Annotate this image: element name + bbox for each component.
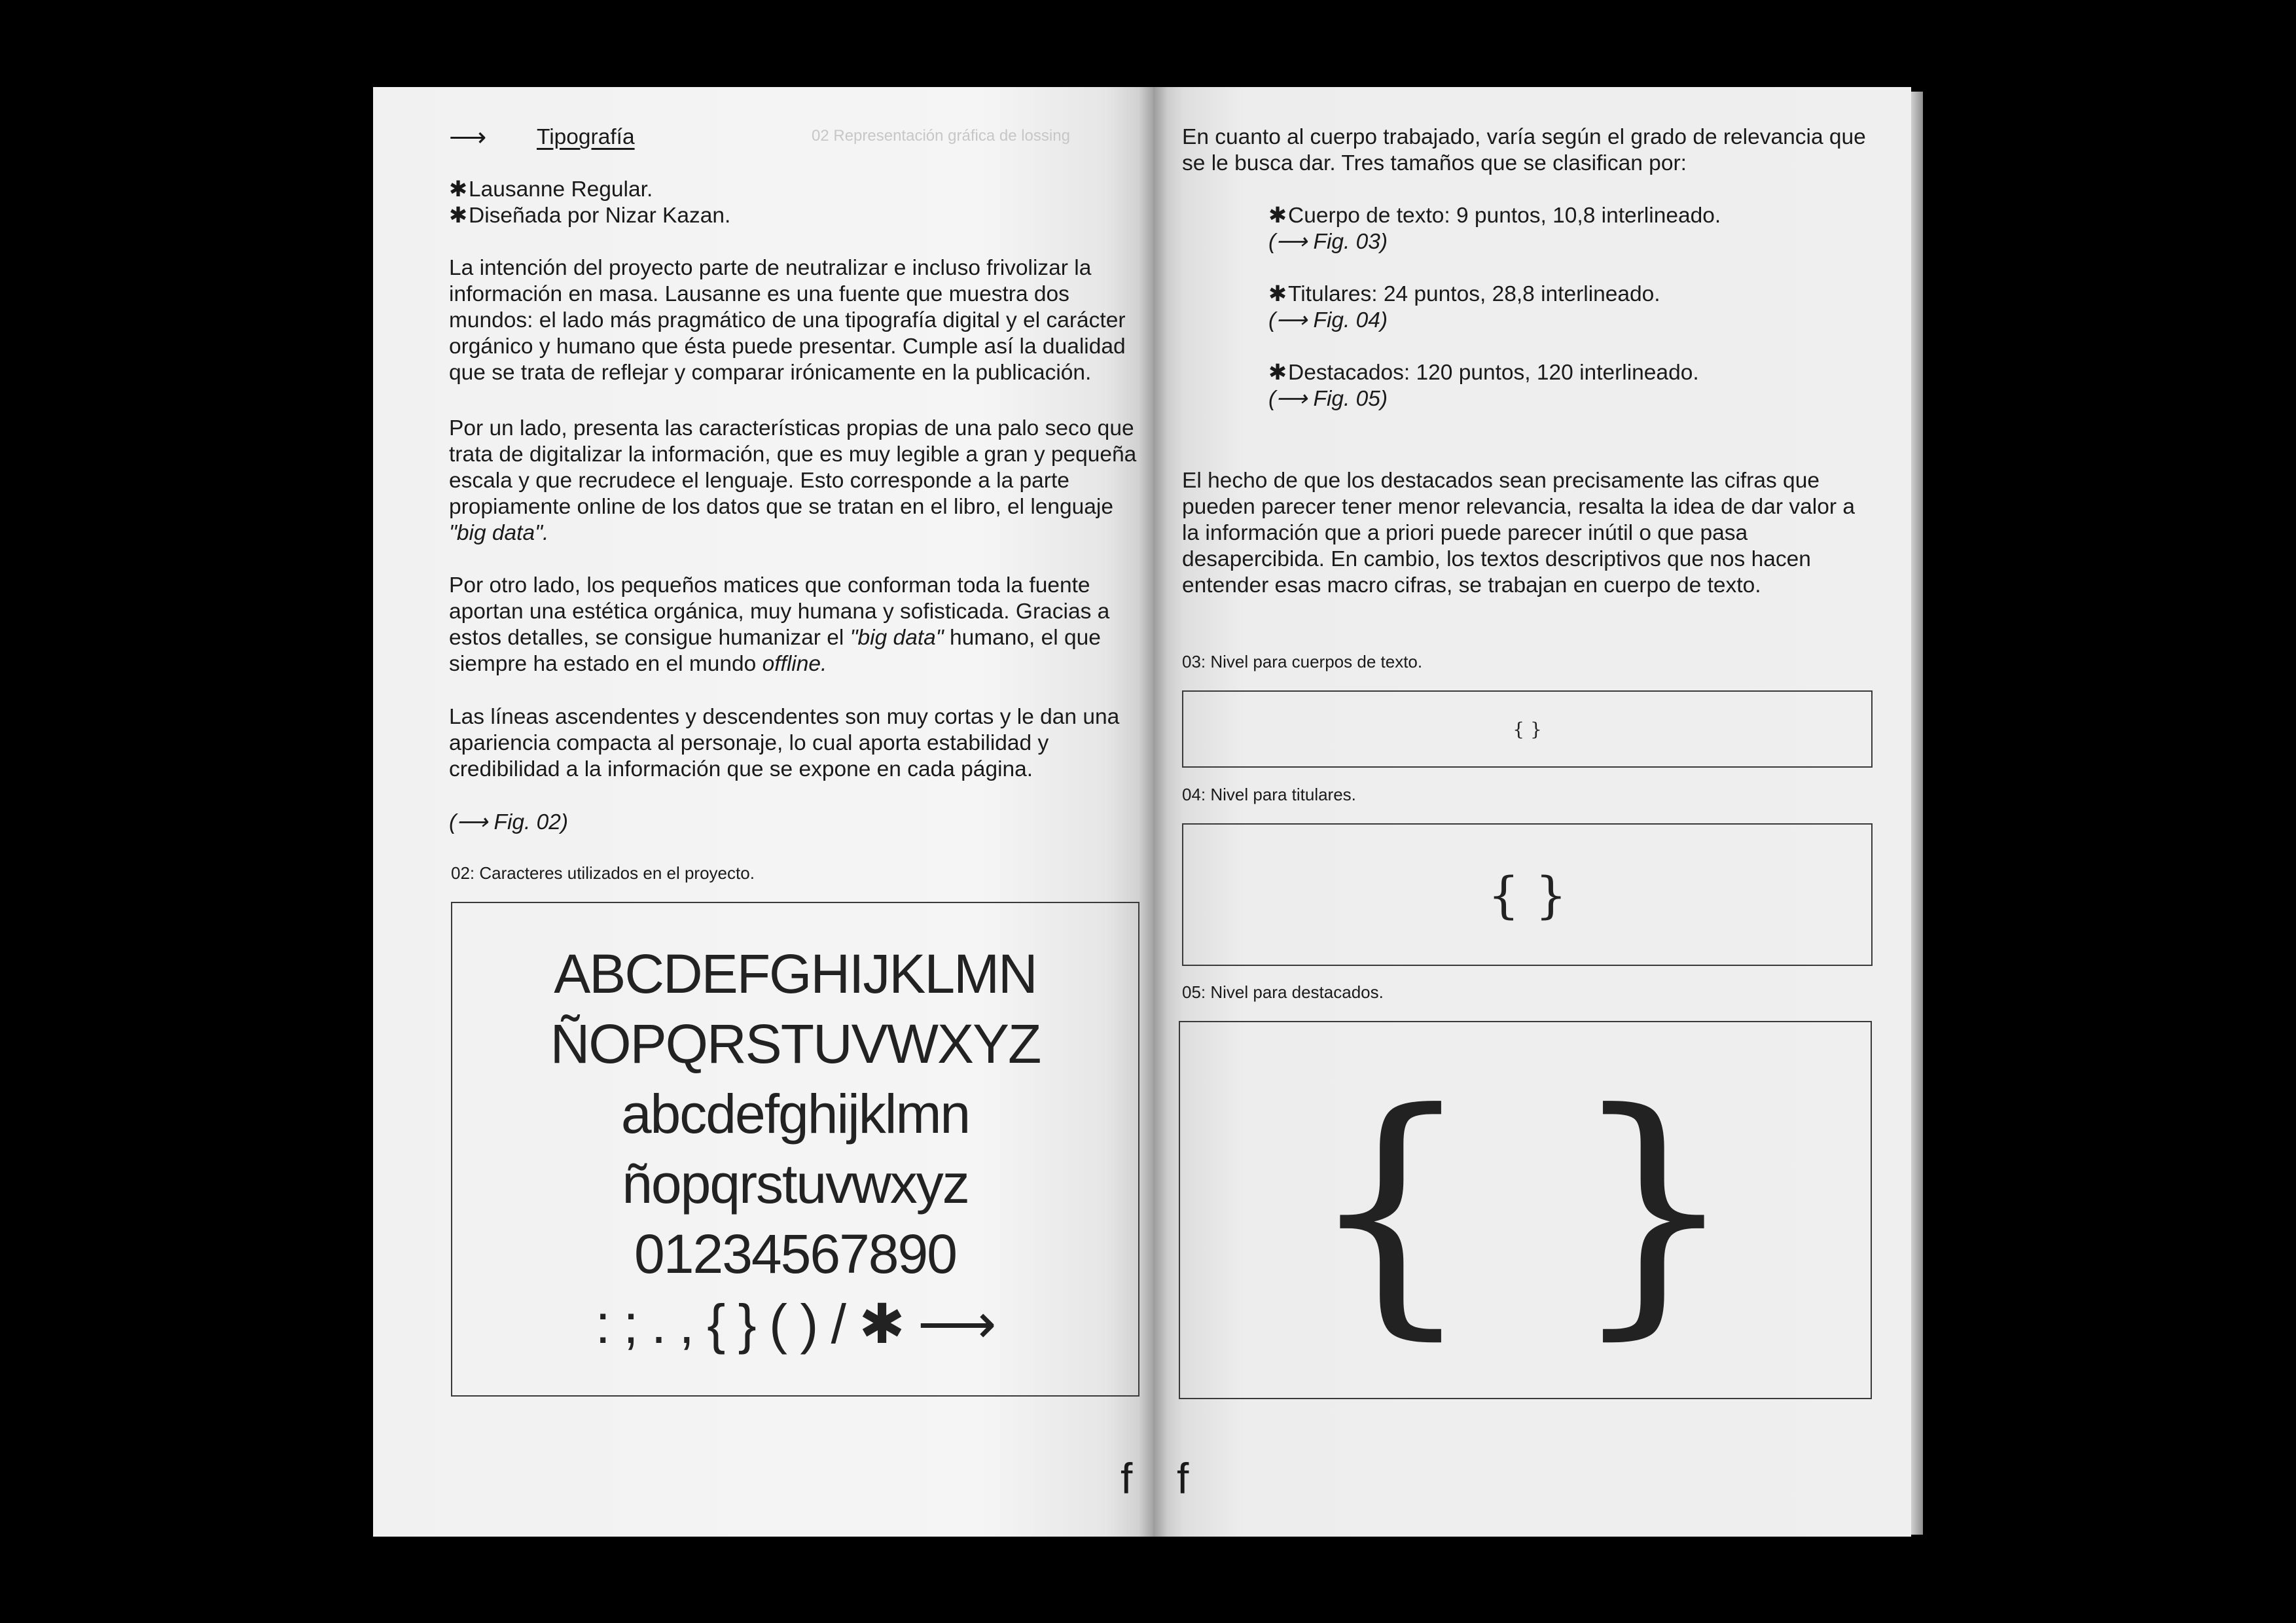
arrow-icon: ⟶ (449, 123, 487, 152)
figure-reference: (⟶ Fig. 02) (449, 810, 569, 834)
glyph-line-punctuation: : ; . , { } ( ) / ✱ ⟶ (595, 1293, 996, 1355)
figure-caption: 05: Nivel para destacados. (1182, 982, 1384, 1002)
glyph-line-numerals: 01234567890 (634, 1223, 956, 1285)
figure-caption: 02: Caracteres utilizados en el proyecto. (451, 863, 755, 883)
closing-paragraph: El hecho de que los destacados sean precisamente las cifras que pueden parecer tener menor relevancia, resalta la idea de dar valor a la información que a priori puede parecer inútil o que pasa desapercibida. En cambio, los textos descriptivos que nos hacen entender esas macro cifras, se trabajan en cuerpo de texto. (1182, 469, 1855, 597)
paragraph: Las líneas ascendentes y descendentes son muy cortas y le dan una apariencia compacta al personaje, lo cual aporta estabilidad y credibilidad a la información que se expone en cada página. (449, 705, 1120, 781)
braces-sample-small: { } (1513, 718, 1542, 740)
paragraph: Por otro lado, los pequeños matices que conforman toda la fuente aportan una estética orgánica, muy humana y sofisticada. Gracias a estos detalles, se consigue humanizar el "big data" humano, el que siempre ha estado en el mundo offline. (449, 573, 1110, 676)
asterisk-icon: ✱ (1268, 282, 1287, 306)
page-edge-stack (1911, 92, 1923, 1535)
braces-sample-large: { } (1307, 1058, 1744, 1362)
size-item: ✱Destacados: 120 puntos, 120 interlineado. (⟶ Fig. 05) (1268, 361, 1699, 411)
right-folio: f (1177, 1454, 1189, 1503)
bullet-item: ✱Diseñada por Nizar Kazan. (449, 204, 731, 228)
glyph-line-uppercase-2: ÑOPQRSTUVWXYZ (550, 1013, 1041, 1075)
show-through-header: 02 Representación gráfica de lossing (812, 127, 1070, 145)
book-gutter-shadow (1139, 87, 1168, 1537)
glyph-line-lowercase-1: abcdefghijklmn (620, 1083, 970, 1145)
size-item: ✱Titulares: 24 puntos, 28,8 interlineado. (⟶ Fig. 04) (1268, 282, 1660, 332)
asterisk-icon: ✱ (1268, 204, 1287, 228)
asterisk-icon: ✱ (449, 177, 468, 202)
paragraph: La intención del proyecto parte de neutralizar e incluso frivolizar la información en masa. Lausanne es una fuente que muestra dos mundos: el lado más pragmático de una tipografía digital y el carácter orgánico y humano que ésta puede presentar. Cumple así la dualidad que se trata de reflejar y comparar irónicamente en la publicación. (449, 256, 1126, 385)
glyph-line-lowercase-2: ñopqrstuvwxyz (622, 1153, 969, 1215)
left-folio: f (1121, 1454, 1133, 1503)
glyph-line-uppercase-1: ABCDEFGHIJKLMN (554, 943, 1037, 1005)
highlight-level-figure (1179, 1021, 1872, 1399)
character-set-figure (451, 902, 1139, 1397)
body-text-level-figure (1182, 690, 1873, 768)
figure-caption: 03: Nivel para cuerpos de texto. (1182, 652, 1423, 671)
bullet-item: ✱Lausanne Regular. (449, 177, 653, 202)
asterisk-icon: ✱ (449, 204, 468, 228)
bullet-list (449, 177, 1143, 229)
asterisk-icon: ✱ (1268, 361, 1287, 385)
size-item: ✱Cuerpo de texto: 9 puntos, 10,8 interlineado. (⟶ Fig. 03) (1268, 204, 1721, 254)
headline-level-figure (1182, 823, 1873, 966)
paragraph: Por un lado, presenta las características propias de una palo seco que trata de digitalizar la información, que es muy legible a gran y pequeña escala y que recrudece el lenguaje. Esto corresponde a la parte propiamente online de los datos que se tratan en el libro, el lenguaje "big data". (449, 416, 1137, 545)
braces-sample-medium: { } (1488, 865, 1567, 924)
figure-caption: 04: Nivel para titulares. (1182, 785, 1356, 804)
section-title: Tipografía (537, 125, 635, 149)
intro-paragraph: En cuanto al cuerpo trabajado, varía según el grado de relevancia que se le busca dar. Tres tamaños que se clasifican por: (1182, 125, 1866, 175)
